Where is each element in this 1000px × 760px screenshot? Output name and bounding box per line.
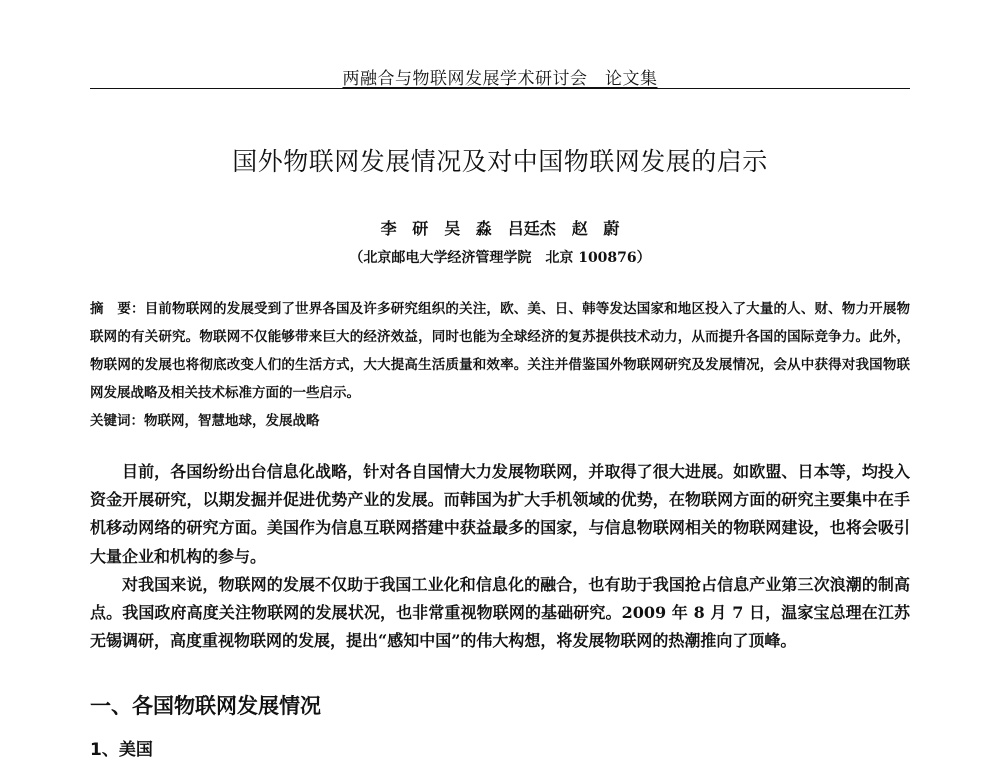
subsection-heading: 1、美国 xyxy=(90,740,153,760)
abstract-label: 摘 要： xyxy=(90,301,145,317)
keywords-text: 物联网，智慧地球，发展战略 xyxy=(144,413,320,429)
keywords xyxy=(90,407,910,435)
body-text xyxy=(90,458,910,655)
paper-title: 国外物联网发展情况及对中国物联网发展的启示 xyxy=(232,147,768,176)
keywords-label: 关键词： xyxy=(90,413,144,429)
running-header xyxy=(0,64,1000,89)
header-rule xyxy=(90,88,910,89)
affiliation: （北京邮电大学经济管理学院 北京 100876） xyxy=(349,250,651,266)
running-header-text: 两融合与物联网发展学术研讨会 论文集 xyxy=(342,69,658,89)
abstract-text: 目前物联网的发展受到了世界各国及许多研究组织的关注，欧、美、日、韩等发达国家和地区投入了大量的人、财、物力开展物联网的有关研究。物联网不仅能够带来巨大的经济效益，同时也能为全球经济的复苏提供技术动力，从而提升各国的国际竞争力。此外，物联网的发展也将彻底改变人们的生活方式，大大提高生活质量和效率。关注并借鉴国外物联网研究及发展情况，会从中获得对我国物联网发展战略及相关技术标准方面的一些启示。 xyxy=(90,301,911,401)
author-list: 李 研 吴 淼 吕廷杰 赵 蔚 xyxy=(380,219,620,238)
body-paragraph: 对我国来说，物联网的发展不仅助于我国工业化和信息化的融合，也有助于我国抢占信息产业第三次浪潮的制高点。我国政府高度关注物联网的发展状况，也非常重视物联网的基础研究。2009 年 8 月 7 日，温家宝总理在江苏无锡调研，高度重视物联网的发展，提出“感知中国”的伟大构想，将发展物联网的热潮推向了顶峰。 xyxy=(90,574,910,651)
section-heading: 一、各国物联网发展情况 xyxy=(90,694,321,718)
abstract xyxy=(90,295,910,407)
body-paragraph: 目前，各国纷纷出台信息化战略，针对各自国情大力发展物联网，并取得了很大进展。如欧盟、日本等，均投入资金开展研究，以期发掘并促进优势产业的发展。而韩国为扩大手机领域的优势，在物联网方面的研究主要集中在手机移动网络的研究方面。美国作为信息互联网搭建中获益最多的国家，与信息物联网相关的物联网建设，也将会吸引大量企业和机构的参与。 xyxy=(90,462,910,566)
